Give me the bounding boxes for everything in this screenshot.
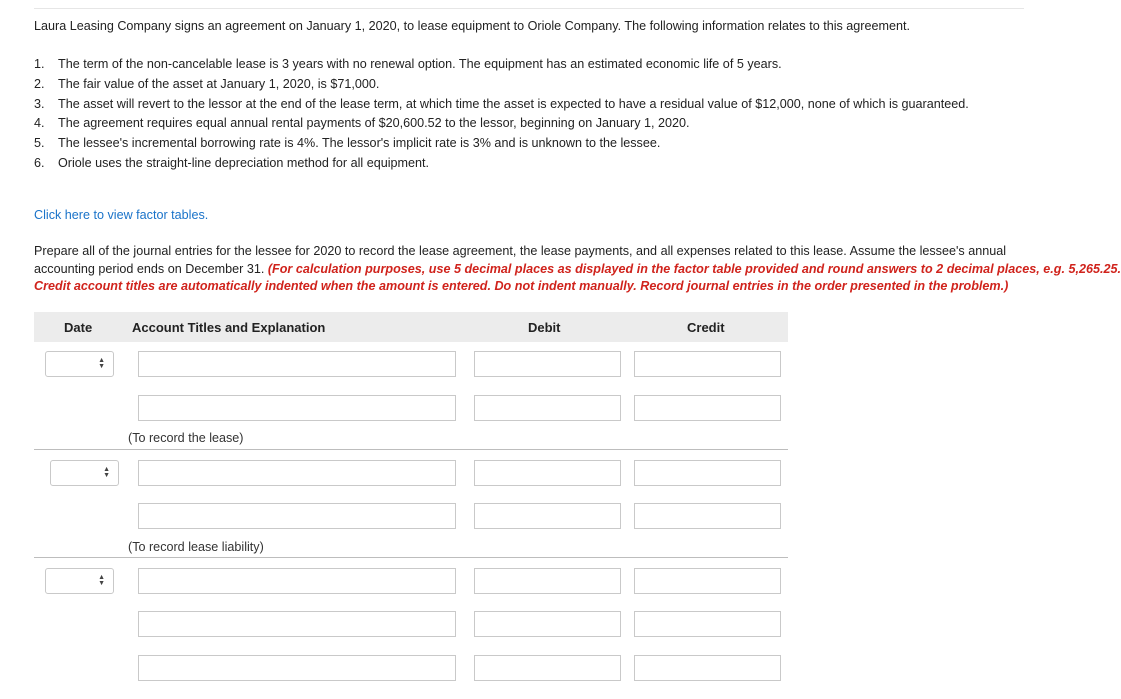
select-arrows-icon: ▲ ▼ (98, 574, 105, 587)
debit-input[interactable] (474, 503, 621, 529)
entry-note: (To record the lease) (128, 431, 244, 445)
select-arrows-icon: ▲ ▼ (98, 357, 105, 370)
journal-table-header (34, 312, 788, 342)
fact-item: 5. The lessee's incremental borrowing rate is 4%. The lessor's implicit rate is 3% and is unknown to the lessee. (34, 136, 661, 151)
fact-item: 6. Oriole uses the straight-line depreciation method for all equipment. (34, 155, 430, 170)
instructions-line-2: accounting period ends on December 31. (For calculation purposes, use 5 decimal places as displayed in the factor table provided and round answers to 2 decimal places, e.g. 5,265.25. (34, 261, 1121, 276)
problem-intro: Laura Leasing Company signs an agreement on January 1, 2020, to lease equipment to Oriole Company. The following information relates to this agreement. (34, 19, 911, 33)
account-title-input[interactable] (138, 395, 456, 421)
header-date: Date (64, 320, 93, 335)
header-debit: Debit (528, 320, 561, 335)
credit-input[interactable] (634, 611, 781, 637)
credit-input[interactable] (634, 503, 781, 529)
debit-input[interactable] (474, 351, 621, 377)
debit-input[interactable] (474, 460, 621, 486)
credit-input[interactable] (634, 655, 781, 681)
credit-input[interactable] (634, 568, 781, 594)
credit-input[interactable] (634, 351, 781, 377)
fact-item: 1. The term of the non-cancelable lease is 3 years with no renewal option. The equipment has an estimated economic life of 5 years. (34, 57, 782, 71)
entry-note: (To record lease liability) (128, 540, 264, 554)
factor-tables-link[interactable]: Click here to view factor tables. (34, 208, 209, 222)
entry-divider (34, 449, 788, 450)
debit-input[interactable] (474, 568, 621, 594)
account-title-input[interactable] (138, 460, 456, 486)
instructions-line-3: Credit account titles are automatically indented when the amount is entered. Do not indent manually. Record journal entries in the order presented in the problem.) (34, 279, 1009, 293)
fact-item: 3. The asset will revert to the lessor at the end of the lease term, at which time the asset is expected to have a residual value of $12,000, none of which is guaranteed. (34, 96, 969, 111)
header-credit: Credit (687, 320, 725, 335)
date-select[interactable] (45, 351, 114, 377)
instructions (34, 243, 1121, 296)
account-title-input[interactable] (138, 568, 456, 594)
header-account: Account Titles and Explanation (132, 320, 326, 335)
date-select[interactable] (45, 568, 114, 594)
debit-input[interactable] (474, 395, 621, 421)
credit-input[interactable] (634, 395, 781, 421)
fact-item: 4. The agreement requires equal annual rental payments of $20,600.52 to the lessor, beginning on January 1, 2020. (34, 116, 690, 131)
account-title-input[interactable] (138, 503, 456, 529)
credit-input[interactable] (634, 460, 781, 486)
account-title-input[interactable] (138, 655, 456, 681)
debit-input[interactable] (474, 655, 621, 681)
fact-item: 2. The fair value of the asset at January 1, 2020, is $71,000. (34, 76, 380, 91)
facts-list (34, 55, 969, 174)
date-select[interactable] (50, 460, 119, 486)
instructions-line-1: Prepare all of the journal entries for the lessee for 2020 to record the lease agreement, the lease payments, and all expenses related to this lease. Assume the lessee's annual (34, 244, 1007, 258)
account-title-input[interactable] (138, 611, 456, 637)
account-title-input[interactable] (138, 351, 456, 377)
entry-divider (34, 557, 788, 558)
select-arrows-icon: ▲ ▼ (103, 466, 110, 479)
top-divider (34, 8, 1024, 9)
debit-input[interactable] (474, 611, 621, 637)
